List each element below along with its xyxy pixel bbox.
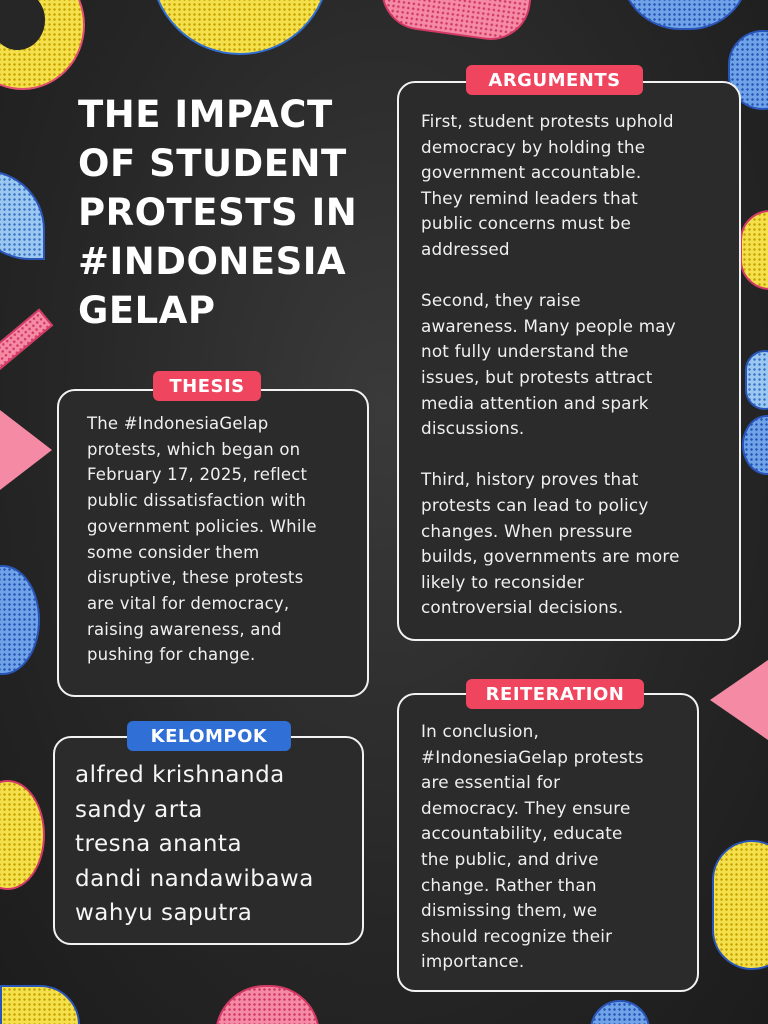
decor-pink-bar-left: [0, 308, 53, 373]
decor-yellow-blob-left-bottom: [0, 780, 45, 890]
member-name: wahyu saputra: [75, 900, 253, 926]
decor-yellow-flower-shape: [150, 0, 330, 55]
decor-blue-circle-right: [742, 415, 768, 475]
decor-pink-flower-bottom: [215, 985, 320, 1024]
member-list: [75, 758, 314, 931]
decor-blue-shape-bottom: [590, 1000, 650, 1024]
page-title: THE IMPACT OF STUDENT PROTESTS IN #INDONESIA GELAP: [78, 93, 358, 332]
decor-blue-blob-left: [0, 565, 40, 675]
decor-yellow-shape-bottom-left: [0, 985, 80, 1024]
decor-blue-leaf-left: [0, 170, 45, 260]
decor-yellow-blob-right-bottom: [712, 840, 768, 970]
member-name: dandi nandawibawa: [75, 865, 314, 892]
member-name: sandy arta: [75, 796, 203, 823]
decor-blue-blob-right-mid: [745, 350, 768, 410]
decor-pink-tube-shape: [376, 0, 534, 45]
thesis-label: THESIS: [153, 371, 261, 401]
arguments-label: ARGUMENTS: [466, 65, 643, 95]
decor-blue-blob-top-right: [620, 0, 750, 30]
kelompok-label: KELOMPOK: [127, 721, 291, 751]
thesis-text: The #IndonesiaGelap protests, which began on February 17, 2025, reflect public dissatisfaction with government policies. While some consider them disruptive, these protests are vital for democracy, raising awareness, and pushing for change.: [87, 414, 317, 665]
reiteration-card: [397, 693, 699, 992]
reiteration-label: REITERATION: [466, 679, 644, 709]
member-name: alfred krishnanda: [75, 762, 285, 788]
kelompok-card: [53, 736, 364, 945]
decor-pink-triangle-left: [0, 410, 52, 490]
arguments-card: [397, 81, 741, 641]
thesis-card: [57, 389, 369, 697]
arguments-text: First, student protests uphold democracy by holding the government accountable. They remind leaders that public concerns must be addressed Second, they raise awareness. Many people may not fully understand the issues, but protests attract media attention and spark discussions. Third, history proves that protests can lead to policy changes. When pressure builds, governments are more likely to reconsider controversial decisions.: [421, 111, 680, 618]
decor-pink-star-right: [710, 660, 768, 740]
decor-yellow-blob-right: [740, 210, 768, 290]
reiteration-text: In conclusion, #IndonesiaGelap protests are essential for democracy. They ensure accountability, educate the public, and drive change. Rather than dismissing them, we should recognize their importance.: [421, 721, 644, 972]
member-name: tresna ananta: [75, 831, 243, 857]
